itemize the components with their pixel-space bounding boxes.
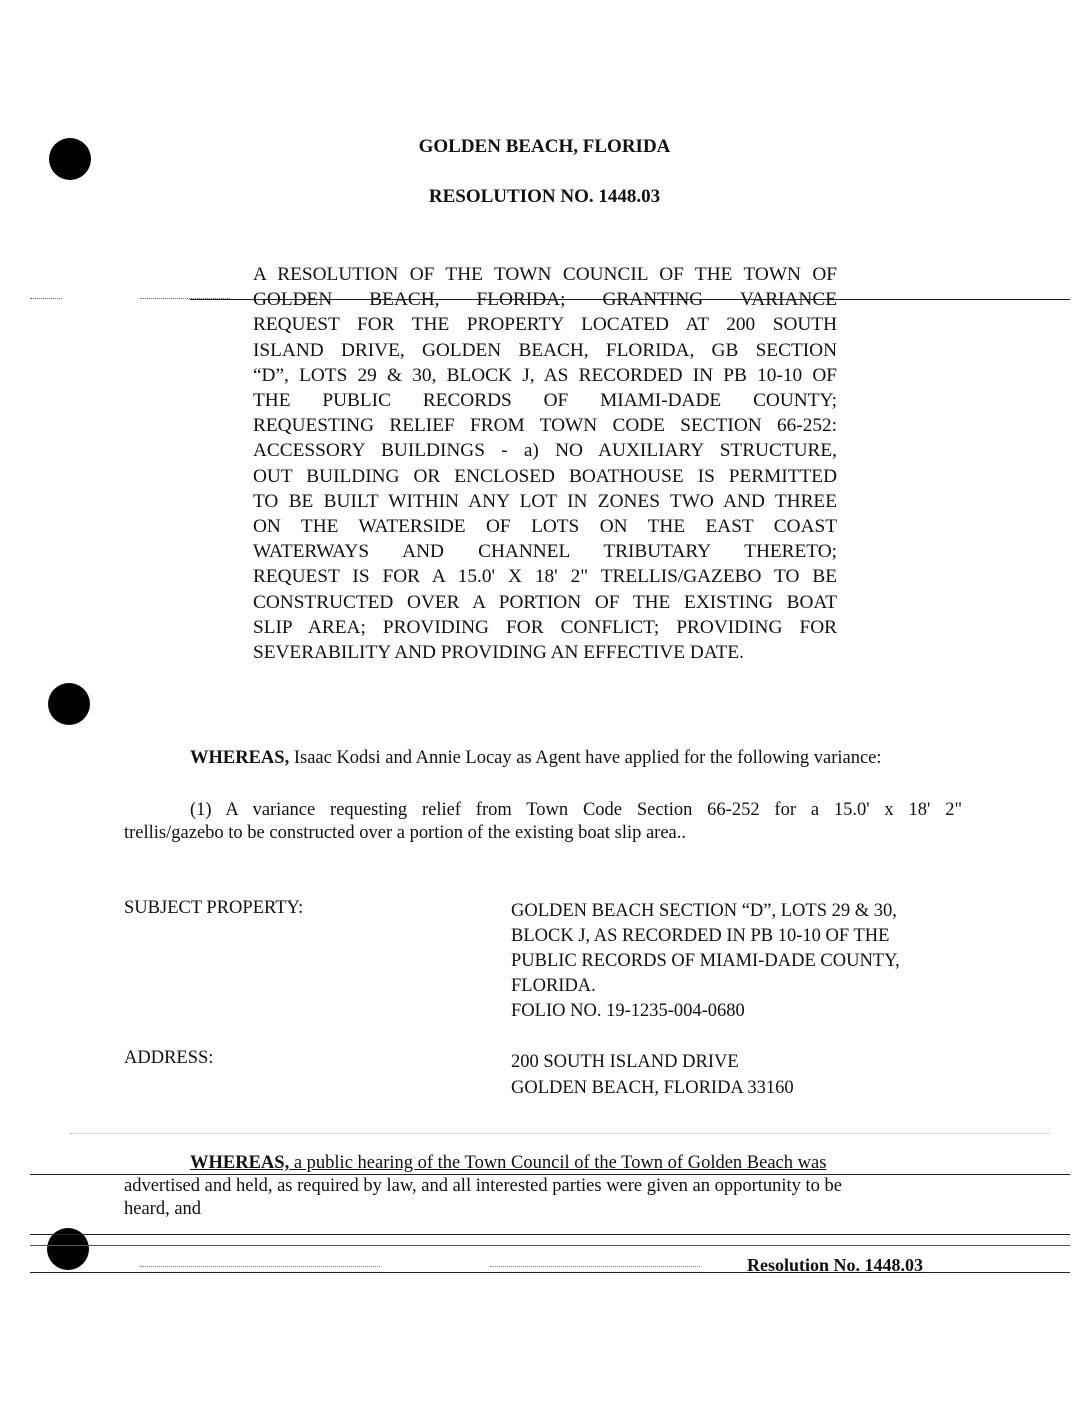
address-line: 200 SOUTH ISLAND DRIVE [511, 1052, 739, 1072]
subject-property-label: SUBJECT PROPERTY: [124, 898, 304, 918]
punch-hole-middle [48, 683, 90, 725]
caption-line: ON THE WATERSIDE OF LOTS ON THE EAST COAST [253, 516, 837, 538]
address-label: ADDRESS: [124, 1048, 214, 1068]
caption-line: THE PUBLIC RECORDS OF MIAMI-DADE COUNTY; [253, 390, 837, 412]
scan-artifact-line [70, 1133, 1050, 1134]
town-heading: GOLDEN BEACH, FLORIDA [418, 136, 671, 157]
caption-line: CONSTRUCTED OVER A PORTION OF THE EXISTING BOAT [253, 591, 837, 613]
whereas-lead: WHEREAS, [190, 748, 290, 768]
whereas-applicants-paragraph [190, 747, 970, 770]
caption-line: SEVERABILITY AND PROVIDING AN EFFECTIVE DATE. [253, 642, 744, 664]
address-value [511, 1049, 794, 1101]
caption-line: ACCESSORY BUILDINGS - a) NO AUXILIARY STRUCTURE, [253, 440, 837, 462]
footer-resolution-number: Resolution No. 1448.03 [746, 1255, 923, 1275]
variance-item-line-2: trellis/gazebo to be constructed over a portion of the existing boat slip area.. [124, 823, 687, 843]
subject-property-line: FLORIDA. [511, 976, 596, 996]
whereas-lead: WHEREAS, [190, 1153, 290, 1173]
scan-artifact-line [30, 298, 62, 299]
caption-line: WATERWAYS AND CHANNEL TRIBUTARY THERETO; [253, 541, 837, 563]
scan-artifact-line [140, 1266, 380, 1267]
variance-item-line-1: (1) A variance requesting relief from Town Code Section 66-252 for a 15.0' x 18' 2" [190, 800, 962, 820]
address-line: GOLDEN BEACH, FLORIDA 33160 [511, 1078, 794, 1098]
caption-line: REQUEST IS FOR A 15.0' X 18' 2" TRELLIS/GAZEBO TO BE [253, 566, 837, 588]
subject-property-line: GOLDEN BEACH SECTION “D”, LOTS 29 & 30, [511, 901, 897, 921]
caption-line: REQUEST FOR THE PROPERTY LOCATED AT 200 SOUTH [253, 314, 837, 336]
caption-line: GOLDEN BEACH, FLORIDA; GRANTING VARIANCE [253, 289, 837, 311]
caption-line: OUT BUILDING OR ENCLOSED BOATHOUSE IS PERMITTED [253, 465, 837, 487]
caption-line: SLIP AREA; PROVIDING FOR CONFLICT; PROVIDING FOR [253, 616, 837, 638]
whereas-hearing-line-3: heard, and [124, 1199, 202, 1219]
caption-line: TO BE BUILT WITHIN ANY LOT IN ZONES TWO AND THREE [253, 490, 837, 512]
subject-property-line: BLOCK J, AS RECORDED IN PB 10-10 OF THE [511, 926, 890, 946]
whereas-hearing-paragraph [124, 1152, 964, 1221]
folio-number: FOLIO NO. 19-1235-004-0680 [511, 1001, 745, 1021]
whereas-hearing-line-2: advertised and held, as required by law, and all interested parties were given an opportunity to be [124, 1176, 843, 1196]
subject-property-value [511, 899, 900, 1024]
resolution-caption [253, 262, 837, 665]
whereas-text: Isaac Kodsi and Annie Locay as Agent have applied for the following variance: [289, 748, 882, 768]
caption-line: A RESOLUTION OF THE TOWN COUNCIL OF THE TOWN OF [253, 264, 837, 285]
whereas-hearing-line-1 [124, 1152, 964, 1175]
whereas-text: a public hearing of the Town Council of the Town of Golden Beach was [289, 1153, 827, 1173]
scan-artifact-line [30, 1174, 1070, 1175]
caption-line: “D”, LOTS 29 & 30, BLOCK J, AS RECORDED IN PB 10-10 OF [253, 364, 837, 386]
scan-artifact-line [490, 1266, 700, 1267]
subject-property-line: PUBLIC RECORDS OF MIAMI-DADE COUNTY, [511, 951, 900, 971]
page-break-line [30, 1245, 1070, 1246]
page-break-line [30, 1234, 1070, 1235]
caption-line: ISLAND DRIVE, GOLDEN BEACH, FLORIDA, GB SECTION [253, 339, 837, 361]
caption-line: REQUESTING RELIEF FROM TOWN CODE SECTION 66-252: [253, 415, 837, 437]
resolution-number-heading: RESOLUTION NO. 1448.03 [428, 186, 661, 207]
